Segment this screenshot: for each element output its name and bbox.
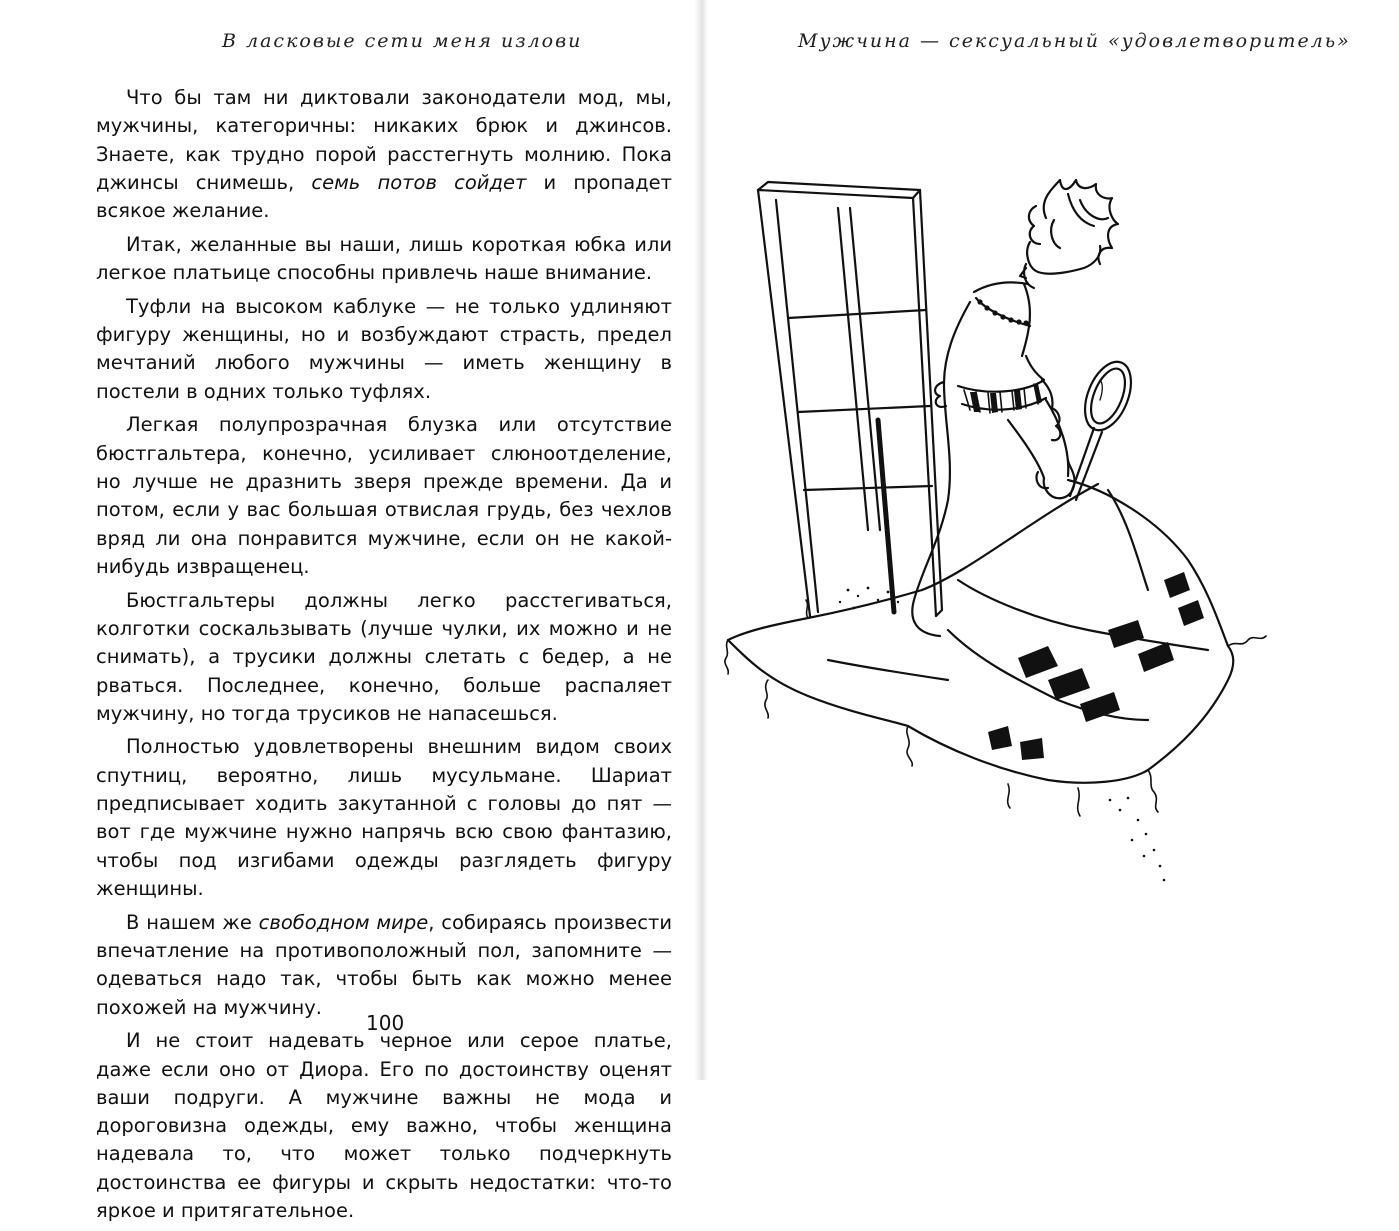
body-text [96, 84, 672, 1231]
necklace-beads [977, 299, 1028, 325]
window-frame [758, 182, 942, 616]
paragraph-5: Бюстгальтеры должны легко расстегиваться, колготки соскальзывать (лучше чулки, их можно и не снимать), а трусики должны слетать с бедер, а не рваться. Последнее, конечно, больше распаляет мужчину, но тогда трусиков не напасешься. [96, 588, 672, 725]
paragraph-1 [96, 84, 672, 225]
paragraph-6: Полностью удовлетворены внешним видом своих спутниц, вероятно, лишь мусульмане. Шариат предписывает ходить закутанной с головы до пят — вот где мужчине нужно напрячь всю свою фантазию, чтобы под изгибами одежды разглядеть фигуру женщины. [96, 735, 672, 900]
right-page [708, 0, 1399, 1080]
skirt-stripes [988, 572, 1204, 760]
hand-mirror [1070, 355, 1140, 500]
paragraph-1-end: и пропадет всякое желание. [96, 170, 672, 223]
left-page [0, 0, 694, 1223]
arm-and-hand [1008, 400, 1075, 498]
book-gutter [694, 0, 708, 1080]
ruffled-hem [725, 600, 1266, 816]
paragraph-7-end: , собираясь произвести впечатление на противоположный пол, запомните — одеваться надо так, чтобы быть как можно менее похожей на мужчину. [96, 910, 672, 1019]
skirt [728, 480, 1233, 783]
page-number: 100 [366, 1011, 405, 1035]
paragraph-7-start: В нашем же [126, 910, 259, 934]
paragraph-3: Туфли на высоком каблуке — не только удлиняют фигуру женщины, но и возбуждают страсть, предел мечтаний любого мужчины — иметь женщину в постели в одних только туфлях. [96, 294, 672, 403]
right-running-head: Мужчина — сексуальный «удовлетворитель» [798, 30, 1351, 52]
paragraph-7 [96, 909, 672, 1022]
paragraph-4: Легкая полупрозрачная блузка или отсутствие бюстгальтера, конечно, усиливает слюноотделение, но лучше не дразнить зверя прежде времени. Да и потом, если у вас большая отвислая грудь, без чехлов вряд ли она понравится мужчине, если он не какой-нибудь извращенец. [96, 413, 672, 578]
left-running-head: В ласковые сети меня излови [222, 30, 583, 52]
paragraph-8: И не стоит надевать черное или серое платье, даже если оно от Диора. Его по достоинству оценят ваши подруги. А мужчине важны не мода и дороговизна одежды, ему важно, чтобы женщина надевала то, что может только подчеркнуть достоинства ее фигуры и скрыть недостатки: что-то яркое и притягательное. [96, 1029, 672, 1223]
woman-with-mirror-illustration [708, 160, 1399, 920]
paragraph-1-start: Что бы там ни диктовали законодатели мод, мы, мужчины, категоричны: никаких брюк и джинсов. Знаете, как трудно порой расстегнуть молнию. Пока джинсы снимешь, [96, 86, 672, 194]
hair [1029, 180, 1118, 264]
paragraph-2: Итак, желанные вы наши, лишь короткая юбка или легкое платьице способны привлечь наше внимание. [96, 232, 672, 285]
paragraph-7-emphasis: свободном мире [258, 910, 429, 934]
paragraph-1-emphasis: семь потов сойдет [311, 170, 527, 194]
